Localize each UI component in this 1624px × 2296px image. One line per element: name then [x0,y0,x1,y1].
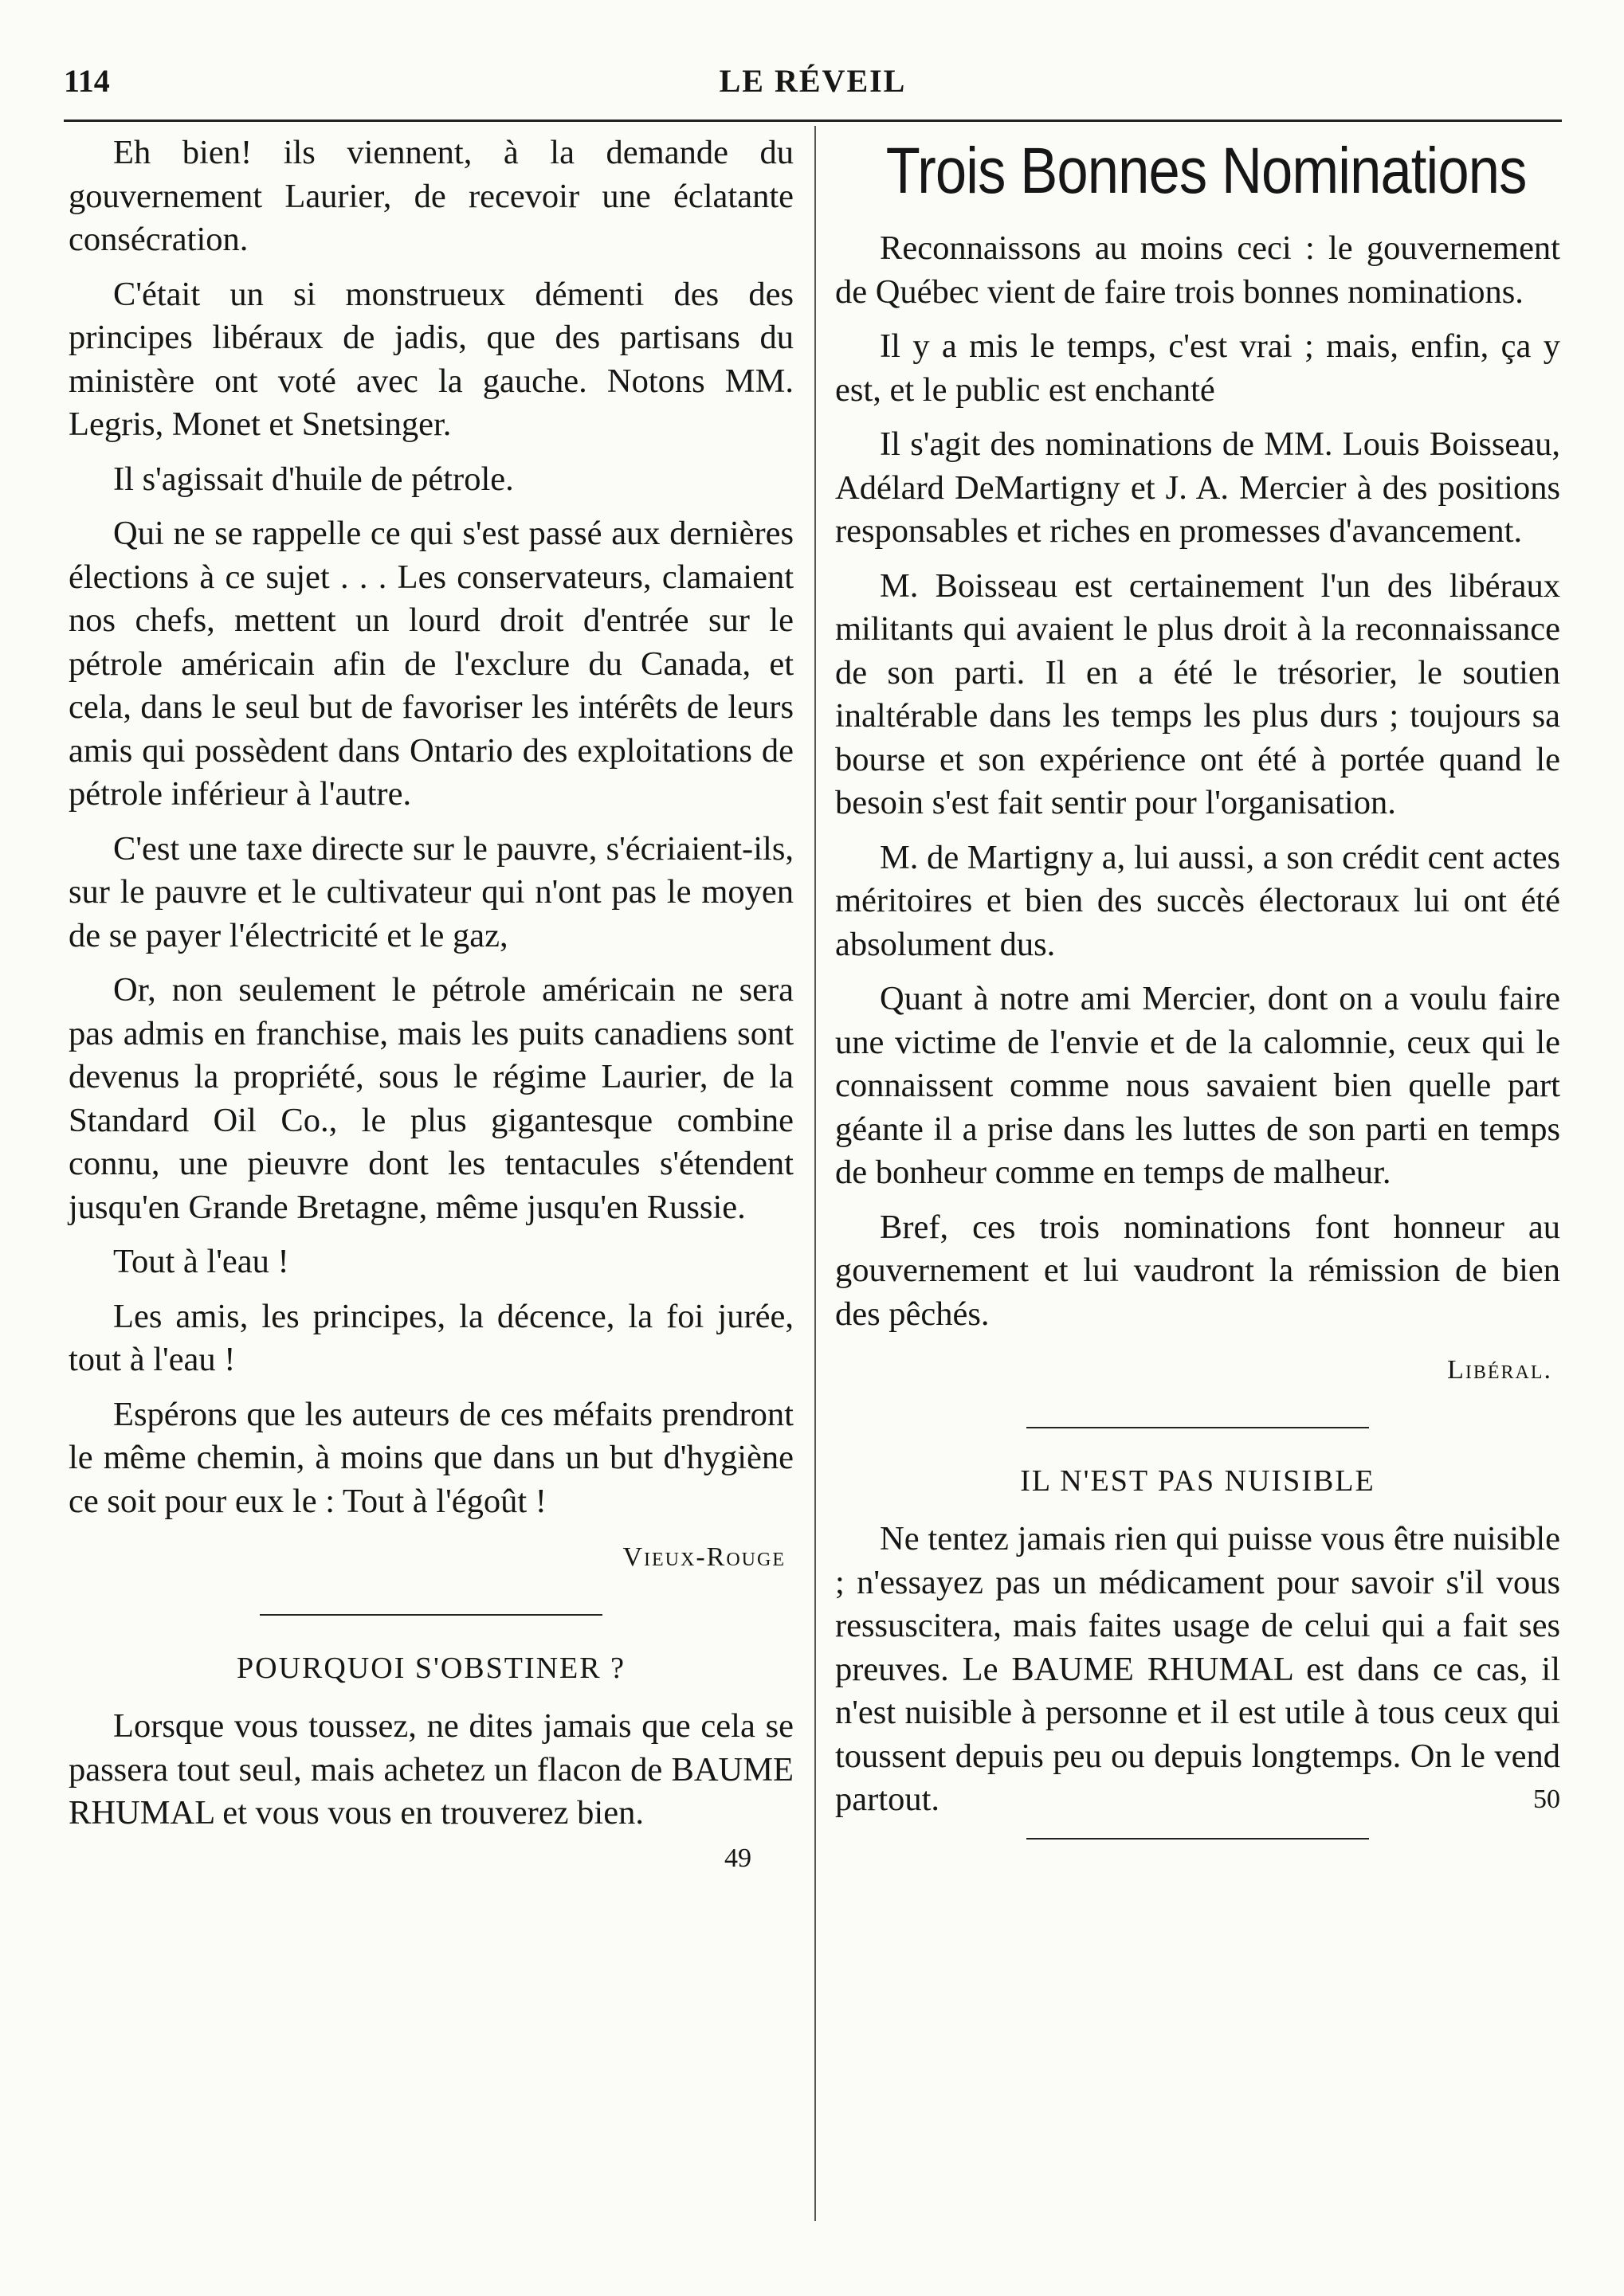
article-paragraph: Bref, ces trois nominations font honneur au gouvernement et lui vaudront la rémission de bien des pêchés. [835,1208,1560,1333]
article-paragraph: Les amis, les principes, la décence, la foi jurée, tout à l'eau ! [69,1297,794,1378]
section-rule [1026,1838,1369,1840]
article-paragraph: Espérons que les auteurs de ces méfaits prendront le même chemin, à moins que dans un but d'hygiène ce soit pour eux le : Tout à l'égoût ! [69,1395,794,1520]
section-rule [260,1614,602,1616]
article-headline: Trois Bonnes Nominations [885,135,1527,207]
article-paragraph: Il y a mis le temps, c'est vrai ; mais, enfin, ça y est, et le public est enchanté [835,327,1560,409]
left-column [69,131,794,1874]
page-header [64,62,1562,110]
section-rule [1026,1427,1369,1428]
article-paragraph: Qui ne se rappelle ce qui s'est passé aux dernières élections à ce sujet . . . Les conservateurs, clamaient nos chefs, mettent un lourd droit d'entrée sur le pétrole américain afin de l'exclure du Canada, et cela, dans le seul but de favoriser les intérêts de leurs amis qui possèdent dans Ontario des exploitations de pétrole inférieur à l'autre. [69,515,794,813]
ad-title: POURQUOI S'OBSTINER ? [237,1651,626,1685]
article-paragraph: Eh bien! ils viennent, à la demande du gouvernement Laurier, de recevoir une éclatante consécration. [69,134,794,258]
ad-text [835,1518,1560,1822]
ad-text: Lorsque vous toussez, ne dites jamais que cela se passera tout seul, mais achetez un flacon de BAUME RHUMAL et vous vous en trouverez bien. [69,1707,794,1832]
article-paragraph: M. de Martigny a, lui aussi, a son crédit cent actes méritoires et bien des succès électoraux lui ont été absolument dus. [835,838,1560,963]
article-paragraph: C'est une taxe directe sur le pauvre, s'écriaient-ils, sur le pauvre et le cultivateur qui n'ont pas le moyen de se payer l'électricité et le gaz, [69,829,794,954]
article-paragraph: Tout à l'eau ! [113,1243,289,1280]
ad-title: IL N'EST PAS NUISIBLE [1020,1464,1375,1498]
article-paragraph: Reconnaissons au moins ceci : le gouvernement de Québec vient de faire trois bonnes nominations. [835,229,1560,311]
article-paragraph: M. Boisseau est certainement l'un des libéraux militants qui avaient le plus droit à la reconnaissance de son parti. Il en a été le trésorier, le soutien inaltérable dans les temps les plus durs ; toujours sa bourse et son expérience ont été à portée quand le besoin s'est fait sentir pour l'organisation. [835,566,1560,821]
ad-code: 50 [1533,1785,1560,1814]
article-paragraph: Il s'agit des nominations de MM. Louis Boisseau, Adélard DeMartigny et J. A. Mercier à des positions responsables et riches en promesses d'avancement. [835,425,1560,550]
article-paragraph: Il s'agissait d'huile de pétrole. [113,460,514,498]
article-paragraph: Quant à notre ami Mercier, dont on a voulu faire une victime de l'envie et de la calomnie, ceux qui le connaissent comme nous savaient bien quelle part géante il a prise dans les luttes de son parti en temps de bonheur comme en temps de malheur. [835,980,1560,1191]
right-column [835,131,1560,1875]
column-divider [814,126,816,2221]
header-rule [64,120,1562,122]
journal-title: LE RÉVEIL [719,63,907,99]
article-signature: Vieux-Rouge [622,1542,786,1572]
article-paragraph: Or, non seulement le pétrole américain ne sera pas admis en franchise, mais les puits canadiens sont devenus la propriété, sous le régime Laurier, de la Standard Oil Co., le plus gigantesque combine connu, une pieuvre dont les tentacules s'étendent jusqu'en Grande Bretagne, même jusqu'en Russie. [69,971,794,1226]
article-paragraph: C'était un si monstrueux démenti des des principes libéraux de jadis, que des partisans du ministère ont voté avec la gauche. Notons MM. Legris, Monet et Snetsinger. [69,275,794,443]
article-signature: Libéral. [1447,1355,1552,1385]
ad-code: 49 [724,1843,751,1873]
page-number: 114 [64,63,110,99]
ad-body: Ne tentez jamais rien qui puisse vous être nuisible ; n'essayez pas un médicament pour savoir s'il vous ressuscitera, mais faites usage de celui qui a fait ses preuves. Le BAUME RHUMAL est dans ce cas, il n'est nuisible à personne et il est utile à tous ceux qui toussent depuis peu ou depuis longtemps. On le vend partout. [835,1520,1560,1818]
